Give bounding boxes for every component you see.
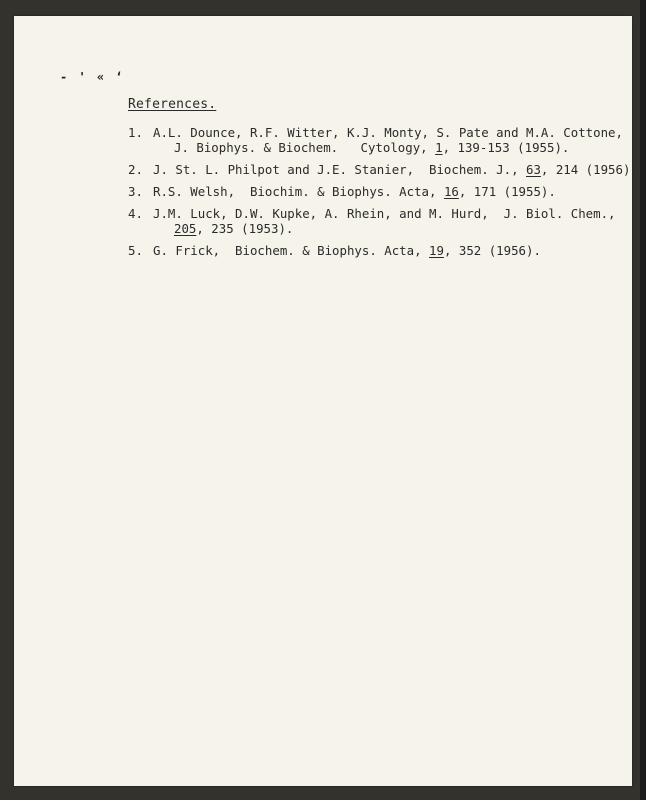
reference-text bbox=[128, 162, 638, 177]
reference-text: J.M. Luck, D.W. Kupke, A. Rhein, and M. Hurd, J. Biol. Chem., bbox=[153, 206, 616, 221]
references-list bbox=[128, 125, 638, 258]
reference-number: 2. bbox=[128, 162, 143, 177]
reference-volume: 205 bbox=[174, 221, 197, 236]
reference-item bbox=[128, 184, 598, 199]
references-heading: References. bbox=[128, 97, 217, 112]
reference-pages: , 139-153 (1955). bbox=[442, 140, 570, 155]
reference-number: 3. bbox=[128, 184, 143, 199]
reference-text bbox=[128, 243, 598, 258]
reference-number: 5. bbox=[128, 243, 143, 258]
reference-text-cont bbox=[128, 221, 598, 236]
reference-journal: J. Biophys. & Biochem. Cytology, bbox=[174, 140, 436, 155]
reference-volume: 19 bbox=[429, 243, 444, 258]
reference-authors: J. St. L. Philpot and J.E. Stanier, Biochem. J., bbox=[153, 162, 526, 177]
scan-edge bbox=[640, 0, 646, 800]
reference-authors: G. Frick, Biochem. & Biophys. Acta, bbox=[153, 243, 430, 258]
reference-volume: 1 bbox=[435, 140, 443, 155]
reference-pages: , 214 (1956). bbox=[540, 162, 638, 177]
reference-pages: , 235 (1953). bbox=[196, 221, 294, 236]
reference-volume: 16 bbox=[443, 184, 459, 199]
reference-text bbox=[128, 184, 598, 199]
reference-volume: 63 bbox=[526, 162, 541, 177]
reference-pages: , 352 (1956). bbox=[443, 243, 541, 258]
reference-number: 4. bbox=[128, 206, 143, 221]
reference-item bbox=[128, 243, 598, 258]
reference-text: A.L. Dounce, R.F. Witter, K.J. Monty, S. Pate and M.A. Cottone, bbox=[153, 125, 623, 140]
reference-authors: R.S. Welsh, Biochim. & Biophys. Acta, bbox=[153, 184, 444, 199]
stray-marks: - ' « ‘ bbox=[60, 70, 125, 84]
reference-item bbox=[128, 125, 623, 155]
reference-item bbox=[128, 162, 638, 177]
reference-text-cont bbox=[128, 140, 598, 155]
reference-item bbox=[128, 206, 616, 236]
reference-pages: , 171 (1955). bbox=[458, 184, 556, 199]
reference-number: 1. bbox=[128, 125, 143, 140]
